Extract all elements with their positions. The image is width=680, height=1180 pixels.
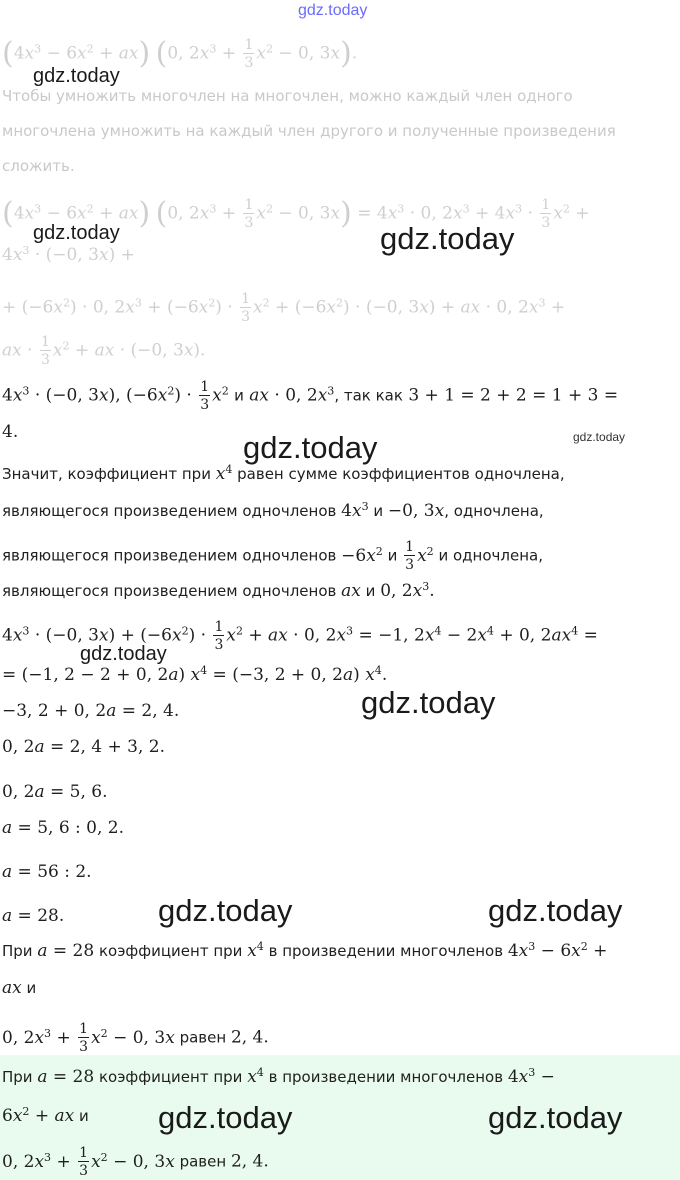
because-text: , так как	[334, 386, 403, 405]
expansion-line-3: + $(-6x^2) \cdot 0$, $2x^3 + (-6x^2)$ · $\frac{1}{3}$ $x^2 + (-6x^2) \cdot (-0$, 3x) + ax · 0, $2x^3$ +	[2, 291, 566, 325]
watermark: gdz.today	[243, 430, 378, 465]
solve-step-1: −3, 2 + 0, 2a = 2, 4.	[2, 701, 180, 721]
solve-step-5: a = 56 : 2.	[2, 862, 92, 882]
conclusion-line-3: 0, $2x^3$ + $\frac{1}{3}$ $x^2 - 0$, 3x равен 2, 4.	[2, 1021, 269, 1055]
sum-equation-line-2: = (−1, 2 − 2 + 0, 2a) $x^4 = (-3$, 2 + 0, 2a) $x^4$.	[2, 663, 388, 685]
explanation-line-2: являющегося произведением одночленов $4x^3$ и −0, 3x, одночлена,	[2, 499, 544, 521]
explanation-line-3: являющегося произведением одночленов $-6x^2$ и $\frac{1}{3}$ $x^2$ и одночлена,	[2, 539, 543, 573]
solve-step-3: 0, 2a = 5, 6.	[2, 782, 108, 802]
expansion-line-4: ax · $\frac{1}{3}$ $x^2$ + ax · (−0, 3x).	[2, 334, 206, 368]
watermark: gdz.today	[573, 430, 626, 444]
watermark: gdz.today	[80, 643, 167, 665]
watermark: gdz.today	[361, 685, 496, 720]
solve-step-2: 0, 2a = 2, 4 + 3, 2.	[2, 737, 165, 757]
solve-step-4: a = 5, 6 : 0, 2.	[2, 818, 125, 838]
x4-terms-line-end: 4.	[2, 422, 19, 442]
explanation-line-1: Значит, коэффициент при $x^4$ равен сумме коэффициентов одночлена,	[2, 462, 565, 484]
problem-expression: $(4x^3 - 6x^2 + ax)$ (0, $2x^3$ + $\frac{1}{3}$ $x^2 - 0$, 3x).	[2, 36, 358, 71]
watermark: gdz.today	[488, 893, 623, 928]
answer-line-2: $6x^2$ + ax и	[2, 1104, 89, 1126]
expansion-line-2: $4x^3 \cdot (-0$, 3x) +	[2, 243, 135, 265]
watermark-top: gdz.today	[298, 2, 368, 19]
x4-terms-line: $4x^3 \cdot (-0$, 3x), $(-6x^2)$ · $\frac{1}{3}$ $x^2$ и ax · 0, $2x^3$, так как 3 + 1 = 2 + 2 = 1 + 3 =	[2, 379, 619, 413]
expansion-line-1: $(4x^3 - 6x^2 + ax)$ (0, $2x^3$ + $\frac{1}{3}$ $x^2 - 0$, $3x) = 4x^3 \cdot 0$, $2x^3 + 4x^3$ · $\frac{1}{3}$ $x^2$ +	[2, 196, 590, 231]
conclusion-line-1: При a = 28 коэффициент при $x^4$ в произведении многочленов $4x^3 - 6x^2$ +	[2, 939, 608, 961]
answer-line-1: При a = 28 коэффициент при $x^4$ в произведении многочленов $4x^3$ −	[2, 1065, 555, 1087]
solve-step-6: a = 28.	[2, 906, 65, 926]
watermark: gdz.today	[488, 1100, 623, 1135]
rule-text-line-1: Чтобы умножить многочлен на многочлен, можно каждый член одного	[2, 87, 573, 105]
watermark: gdz.today	[33, 222, 120, 244]
sum-equation-line-1: $4x^3 \cdot (-0$, $3x) + (-6x^2)$ · $\frac{1}{3}$ $x^2$ + ax · 0, $2x^3 = -1$, $2x^4 - 2x^4 + 0$, $2ax^4$ =	[2, 619, 598, 653]
and-word: и	[234, 386, 244, 405]
watermark: gdz.today	[158, 1100, 293, 1135]
answer-line-3: 0, $2x^3$ + $\frac{1}{3}$ $x^2 - 0$, 3x равен 2, 4.	[2, 1145, 269, 1179]
watermark: gdz.today	[158, 893, 293, 928]
conclusion-line-2: ax и	[2, 978, 37, 998]
watermark: gdz.today	[33, 65, 120, 87]
rule-text-line-2: многочлена умножить на каждый член другого и полученные произведения	[2, 122, 616, 140]
rule-text-line-3: сложить.	[2, 157, 75, 175]
explanation-line-4: являющегося произведением одночленов ax и 0, $2x^3$.	[2, 579, 435, 601]
watermark: gdz.today	[380, 221, 515, 256]
